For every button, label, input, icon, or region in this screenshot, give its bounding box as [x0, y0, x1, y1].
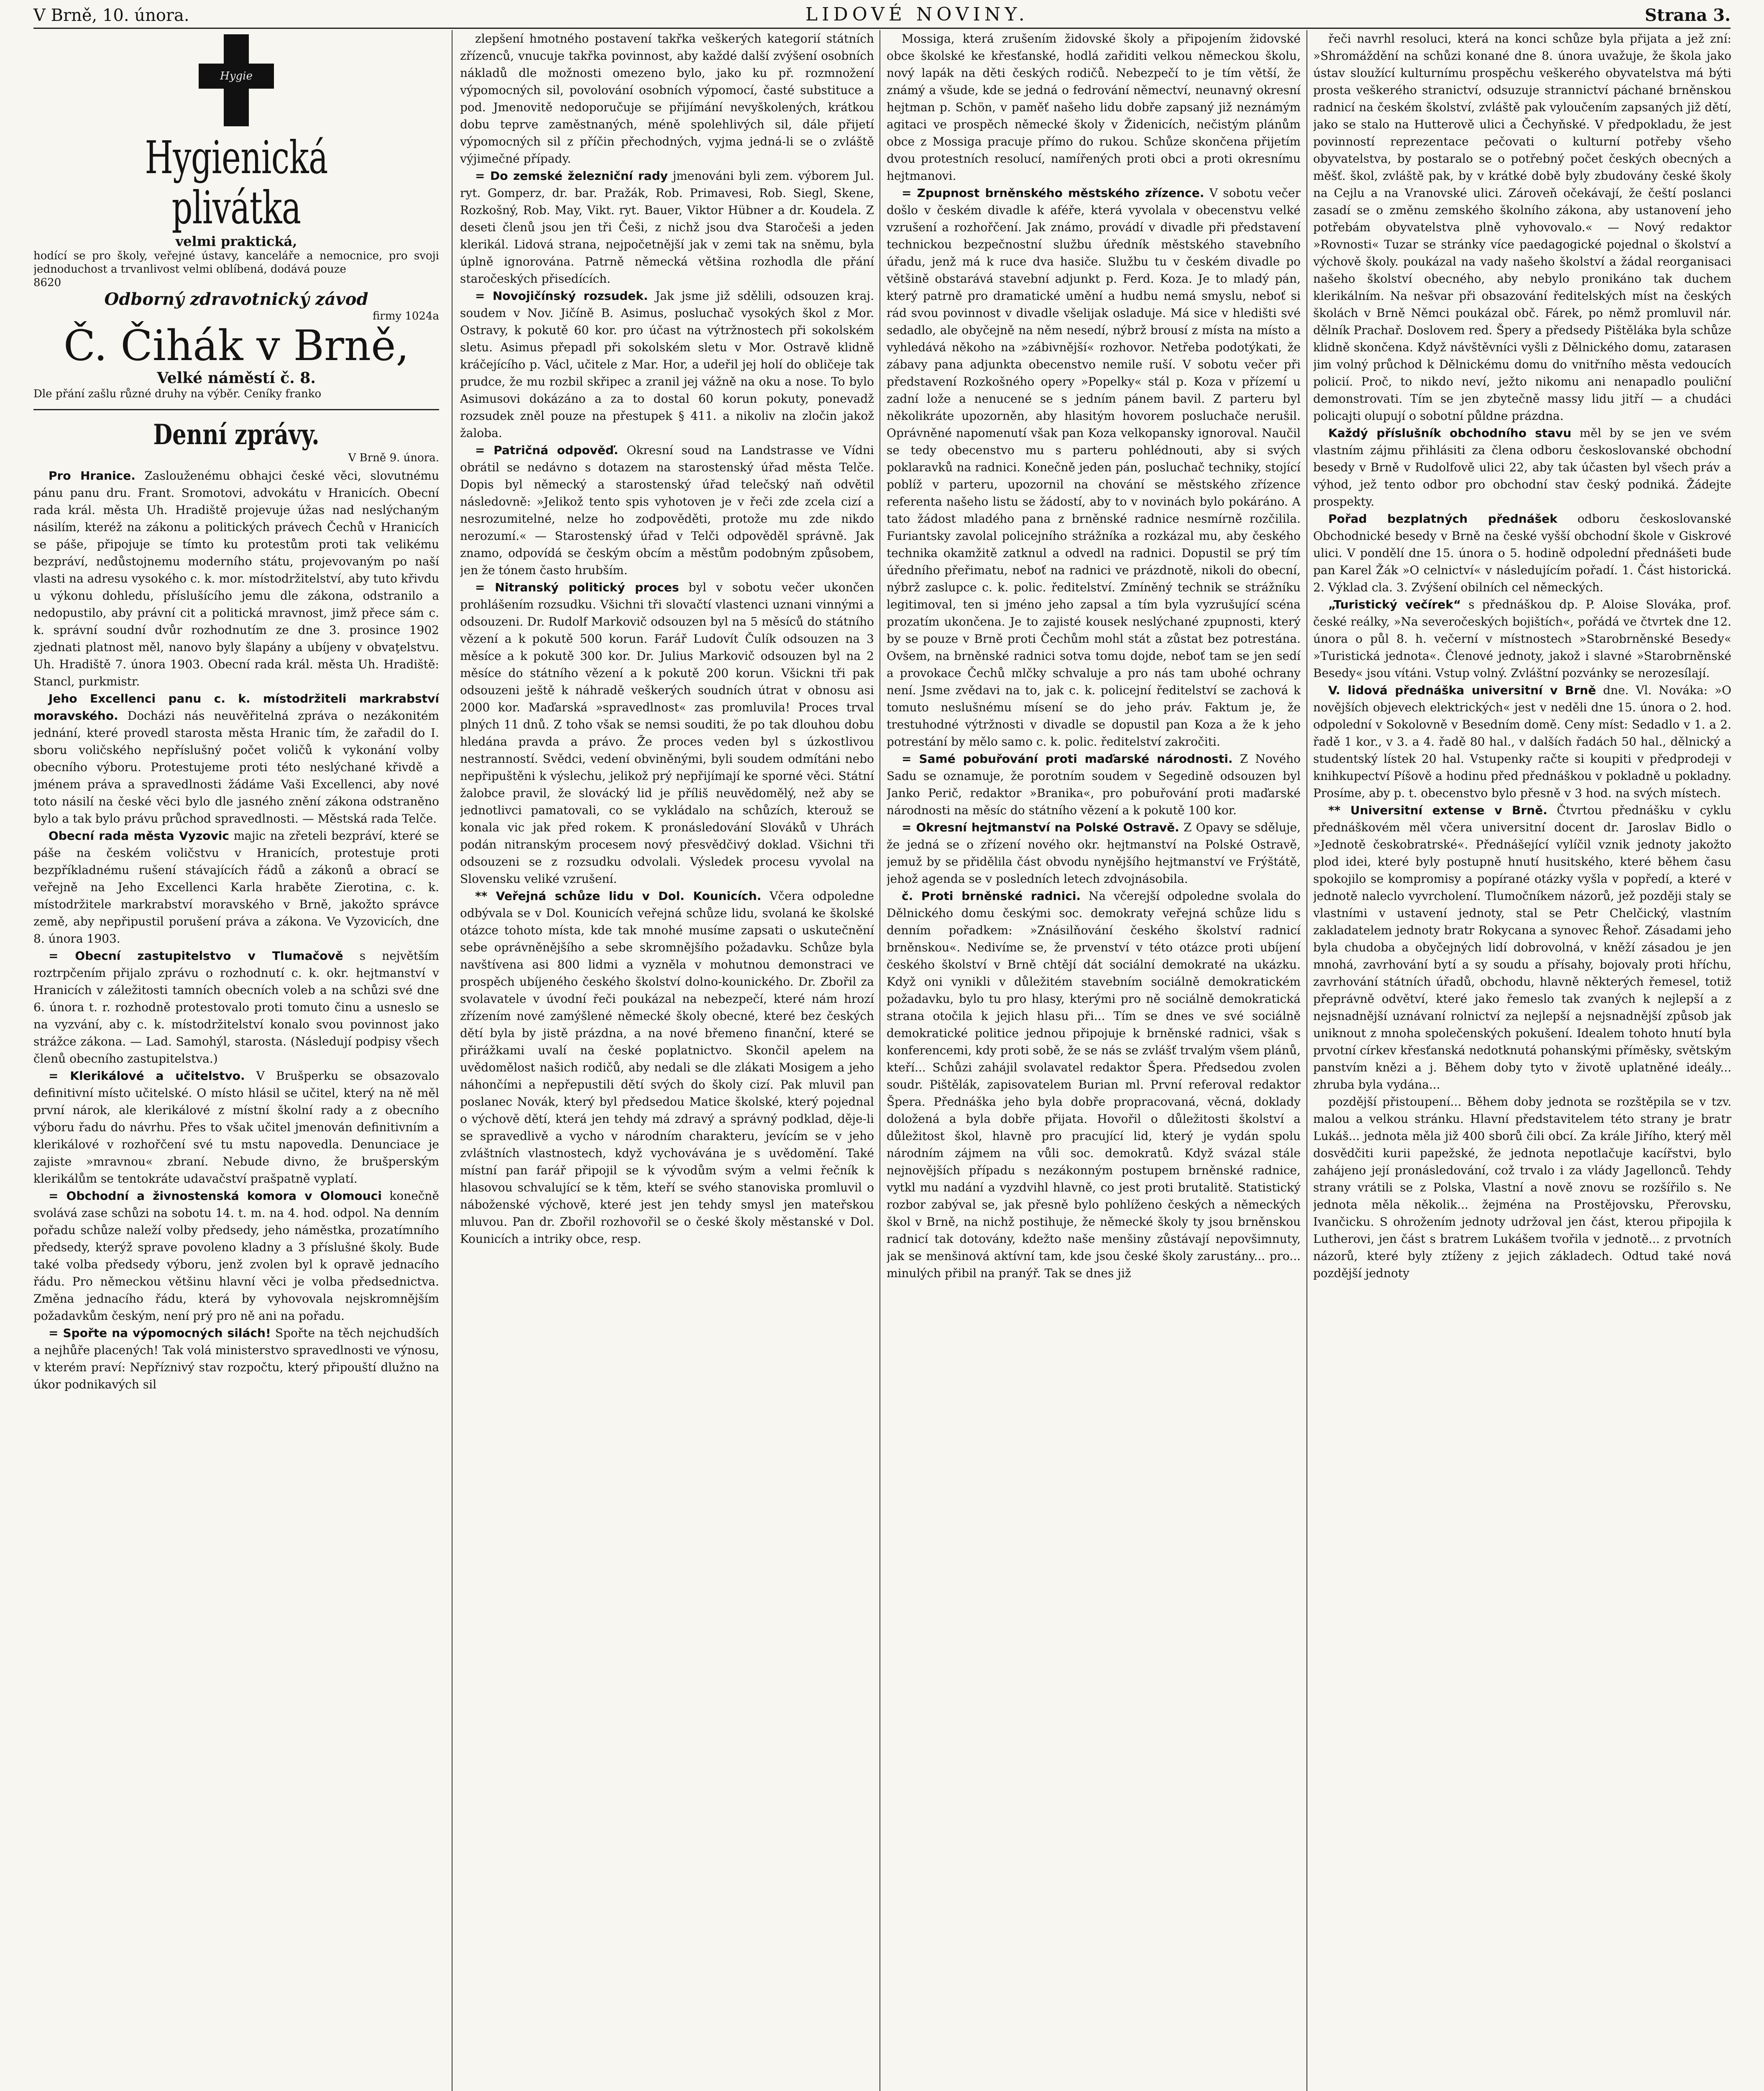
ad-subtitle: velmi praktická, [175, 233, 297, 249]
column-4 [1313, 30, 1731, 2091]
news-item [33, 827, 439, 947]
news-item-body: konečně svolává zase schůzi na sobotu 14. t. m. na 4. hod. odpol. Na denním pořadu schůze naleží volby předsedy, jeho náměstka, prozatímního předsedy, kterýž sprave povoleno kladny a 3 příslušné školy. Bude také volba předsedy výboru, jenž zvolen byl k opravě jednacího řádu. Pro německou většinu hlavní věci je volba předsednictva. Změna jednacího řádu, která by vyhovovala nejskromnějším požadavkům českým, není prý pro ně ani na pořadu. [33, 1189, 439, 1323]
news-item-body: Docházi nás neuvěřitelná zpráva o nezákonitém jednání, které provedl starosta města Hranic tím, že zařadil do I. sboru voličského nepříslušný počet voličů k vykonání volby obecního výboru. Protestujeme proti této neslýchané křivdě a jménem práva a spravedlnosti žádáme Vaši Excellenci, aby nové toto násilí na české věci bylo dle jasného znění zákona odstraněno bylo a tak bylo právu průchod spravedlnosti. — Městská rada Telče. [33, 709, 439, 826]
news-item-body: Čtvrtou přednášku v cyklu přednáškovém měl včera universitní docent dr. Jaroslav Bidlo o »Jednotě českobratrské«. Přednášející vylíčil vznik jednoty jakožto plod idei, které byly postupně hnutí husitského, které během času spokojilo se kompromisy a popírané otázky vyšla v popředí, a které v jednotě naleclo vyvrcholení. Tlumočníkem názorů, jež později staly se vlastními v ustavení jednoty, stal se Petr Chelčický, vlastním zakladatelem jednoty bratr Rokycana a synovec Řehoř. Zásadami jeho byla chudoba a obyčejných lidí dobrovolná, v kněží zásadou je jen mnohá, zavrhování bytí a sy soudu a přísahy, bojovaly proti hříchu, zavrhování státních úřadů, obchodu, hlavně některých řemesel, totiž přeprávně odvětví, které jako řemeslo tak zvaných k nejlepší a z nejsnadnější uznávaní rolnictví za nejlepší a nejsnadnější způsob jak uniknout z mnoha společenských pokušení. Idealem tohoto hnutí byla prvotní církev křesťanská nedotknutá pohanskými příměsky, světským panstvím knězi a j. Během doby tyto v životě uplatněné ideály... zhruba byla vydána... [1313, 803, 1731, 1092]
news-item-headline: ** Universitní extense v Brně. [1328, 803, 1547, 817]
news-item [460, 287, 874, 442]
news-item-headline: č. Proti brněnské radnici. [902, 889, 1081, 903]
news-item-headline: = Samé pobuřování proti maďarské národnosti. [902, 752, 1233, 766]
news-item [33, 467, 439, 690]
news-list [460, 30, 874, 1247]
news-item-body: Spořte na těch nejchudších a nejhůře placených! Tak volá ministerstvo spravedlnosti ve výnosu, v kterém praví: Nepříznivý stav rozpočtu, který připouští dlužno na úkor podnikavých sil [33, 1326, 439, 1391]
news-item-body: Z Nového Sadu se oznamuje, že porotním soudem v Segedině odsouzen byl Janko Perič, redaktor »Branika«, pro pobuřování proti maďarské národnosti na měsíc do státního vězení a k pokutě 100 kor. [887, 752, 1301, 817]
news-item-headline: = Do zemské železniční rady [475, 169, 668, 183]
news-item-headline: = Novojičínský rozsudek. [475, 289, 648, 303]
news-item [33, 947, 439, 1067]
news-item-body: majic na zřeteli bezpráví, které se páše na českém voličstvu v Hranicích, protestuje proti bezpříkladnému rušení stávajících řádů a zákonů a obrací se veřejně na Jeho Excellenci Karla hraběte Zierotina, c. k. místodržitele markrabství moravského v Brně, jakožto správce země, aby nepřipustil porušení práva a zákona. Ve Vyzovicích, dne 8. února 1903. [33, 829, 439, 946]
column-1 [33, 30, 439, 2091]
cross-logo-icon [199, 34, 274, 126]
section-title: Denní zprávy. [153, 418, 320, 451]
news-item [460, 442, 874, 579]
news-item [1313, 802, 1731, 1093]
news-item-body: s přednáškou dp. P. Aloise Slováka, prof. české reálky, »Na severočeských bojištích«, pořádá ve čtvrtek dne 12. února o půl 8. h. večerní v místnostech »Starobrněnské Besedy« »Turistická jednota«. Členové jednoty, jakož i slavné »Starobrněnské Besedy« jsou vítáni. Vstup volný. Zvláštní pozvánky se nerozesílají. [1313, 598, 1731, 680]
news-item-headline: = Obchodní a živnostenská komora v Olomouci [49, 1189, 382, 1203]
news-item-headline: = Klerikálové a učitelstvo. [49, 1069, 245, 1083]
news-item-headline: Jeho Excellenci panu c. k. místodržiteli markrabství moravského. [33, 692, 439, 723]
news-item-headline: ** Veřejná schůze lidu v Dol. Kounicích. [475, 889, 762, 903]
news-item [1313, 1093, 1731, 1282]
news-item-headline: = Zpupnost brněnského městského zřízence. [902, 186, 1204, 200]
news-item [460, 579, 874, 887]
news-item-headline: = Spořte na výpomocných silách! [49, 1326, 271, 1340]
header-dateline: V Brně, 10. února. [33, 6, 189, 25]
news-item [887, 887, 1301, 1282]
news-item-body: s největším roztrpčením přijalo zprávu o rozhodnutí c. k. okr. hejtmanství v Hranicích v záležitosti tamních obecních voleb a na schůzi své dne 6. února t. r. rozhodně protestovalo proti tomuto činu a usneslo se na vyzvání, aby c. k. místodržitelství konalo svou povinnost jako strážce zákona. — Lad. Samohýl, starosta. (Následují podpisy všech členů obecního zastupitelstva.) [33, 949, 439, 1066]
news-item-headline: = Patričná odpověď. [475, 443, 619, 457]
news-item-headline: = Nitranský politický proces [475, 580, 679, 594]
news-item-headline: V. lidová přednáška universitní v Brně [1328, 683, 1596, 697]
page-header [33, 0, 1731, 29]
news-item [33, 1067, 439, 1187]
news-item [887, 184, 1301, 750]
ad-business: Odborný zdravotnický závod [104, 289, 368, 309]
news-item-headline: Pro Hranice. [49, 469, 135, 483]
news-item-body: Okresní soud na Landstrasse ve Vídni obrátil se nedávno s dotazem na starostenský úřad města Telče. Dopis byl německý a starostenský úřad telečský naň odvětil následovně: »Jelikož tento spis vyhotoven je v řeči zde zcela cizí a nesrozumitelné, nelze ho zodpověděti, protože mu zde nikdo nerozumí.« — Starostenský úřad v Telči odpověděl správně. Jak znamo, odpovídá se českým obcím a městům podobným způsobem, jen že tónem často hrubším. [460, 443, 874, 577]
news-item-headline: Pořad bezplatných přednášek [1328, 512, 1558, 526]
news-list [1313, 30, 1731, 1282]
news-item-tail: minulých přibil na pranýř. Tak se dnes již [887, 1266, 1131, 1280]
news-item [887, 819, 1301, 887]
news-item [460, 30, 874, 167]
news-item-body: V Brušperku se obsazovalo definitivní místo učitelské. O místo hlásil se učitel, který na ně měl první nárok, ale klerikálové z místní školní rady a z obecního výboru řadu do návrhu. Přes to však učitel jmenován definitivním a klerikálové v rozhořčení své tu mstu napovedla. Denunciace je zajiste »mravnou« zbraní. Nebude divno, že brušperským klerikálům se tentokráte udavačství prašpatně vyplatí. [33, 1069, 439, 1186]
news-item [1313, 596, 1731, 682]
ad-title: Hygienická plivátka [145, 132, 328, 234]
advertisement [33, 34, 439, 410]
news-item [887, 750, 1301, 819]
news-item-body: zlepšení hmotného postavení takřka veškerých kategorií státních zřízenců, vnucuje takřka povinnost, aby každé další zvýšení osobních nákladů dle možnosti omezeno bylo, jako ku př. rozmnožení výpomocných sil, povolování osobních výpomocí, časté substituce a pod. Jmenovitě nedoporučuje se přijímání nevyškolených, krátkou dobu teprve zaměstnaných, méně spolehlivých sil, dále přijetí výpomocných sil z příčin přechodných, vyjma jedná-li se o zvláště výjimečné případy. [460, 32, 874, 166]
cross-logo-text: Hygie [220, 70, 253, 82]
page-number: Strana 3. [1644, 5, 1731, 25]
news-item-body: Včera odpoledne odbývala se v Dol. Kounicích veřejná schůze lidu, svolaná ke školské otázce tohoto místa, kde tak mnohé musíme zapsati o uskutečnění sebe oprávněnějšího a sebe skromnějšího požadavku. Schůze byla navštívena asi 800 lidmi a vyzněla v mohutnou demonstraci ve prospěch ubíjeného českého školství dolno-kounického. Dr. Zbořil za svolavatele v úvodní řeči poukázal na nebezpečí, které nám hrozí zřízením nové zamýšlené německé školy obecné, které bez českých dětí byla by jistě prázdna, a na nové břemeno finanční, které se přirážkami uvalí na české poplatnictvo. Skončil apelem na uvědomělost našich rodičů, aby nedali se dle zlákati Mosigem a jeho náhončími a nepřepustili dětí svých do školy cizí. Pak mluvil pan poslanec Novák, který byl předsedou Matice školské, který pojednal o výchově dětí, která jen tehdy má zdravý a správný podklad, děje-li se spravedlivě a vycho v národním charakteru, jevícím se v jeho zvláštních vlastnostech, když vychovávána je s uvědomění. Také místní pan farář připojil se k vývodům svým a velmi řečník k hlasovou schvalující se k těm, kteří se svého stanoviska promluvil o náboženské výchově, které jest jen tehdy smysl jen mateřskou mluvou. Pan dr. Zbořil rozhovořil se o české školy městanské v Dol. Kounicích a intriky obce, resp. [460, 889, 874, 1246]
news-item [1313, 30, 1731, 424]
news-item-body: dne. Vl. Nováka: »O novějších objevech elektrických« jest v neděli dne 15. února o 2. hod. odpolední v Sokolovně v Besedním domě. Ceny míst: Sedadlo v 1. a 2. řadě 1 kor., v 3. a 4. řadě 80 hal., v dalších řadách 50 hal., dělnický a studentský lístek 20 hal. Vstupenky račte si koupiti v předprodeji v knihkupectví Píšově a hodinu před přednáškou v pokladně u pokladny. Prosíme, aby p. t. obecenstvo bylo přesně v 3 hod. na svých místech. [1313, 683, 1731, 800]
news-item [1313, 424, 1731, 510]
news-item [1313, 682, 1731, 802]
news-list [887, 30, 1301, 1282]
news-item-headline: = Obecní zastupitelstvo v Tlumačově [49, 949, 343, 963]
news-item [33, 1324, 439, 1393]
news-item-body: Z Opavy se sděluje, že jedná se o zřízení nového okr. hejtmanství na Polské Ostravě, jemuž by se přidělila část obvodu nynějšího hejtmanství ve Frýštátě, jehož agenda se v posledních letech zdvojnásobila. [887, 821, 1301, 886]
news-item-body: odboru českoslovanské Obchodnické besedy v Brně na české vyšší obchodní škole v Giskrové ulici. V pondělí dne 15. února o 5. hodině odpolední přednášeti bude pan Karel Žák »O celnictví« v následujícím pořadí. 1. Část historická. 2. Výklad cla. 3. Zvýšení obilních cel německých. [1313, 512, 1731, 594]
ad-footer: Dle přání zašlu různé druhy na výběr. Ceníky franko [33, 388, 322, 400]
news-item-body: měl by se jen ve svém vlastním zájmu přihlásiti za člena odboru českoslovanské obchodní besedy v Brně v Rudolfově ulici 22, aby tak účasten byl všech práv a výhod, jež tento odbor pro obchodní stav český podniká. Žádejte prospekty. [1313, 426, 1731, 509]
news-item-body: V sobotu večer došlo v českém divadle k aféře, která vyvolala v obecenstvu velké vzrušení a rozhořčení. Jak známo, provádí v divadle při představení technickou bezpečnostní službu úředník městského stavebního úřadu, jenž má k ruce dva hasiče. Službu tu v českém divadle po většině obstarává stavební adjunkt p. Ferd. Koza. Je to mladý pán, který patrně pro dramatické umění a hudbu nemá smyslu, neboť si rád svou povinnost v divadle všelijak osladuje. Má sice v hledišti své sedadlo, ale obyčejně na něm nesedí, nýbrž brousí z místa na místo a vyhledává někoho na »zábivnější« rozhovor. Netřeba podotýkati, že zábavy pana adjunkta obecenstvo nemile ruší. V sobotu večer při představení Rozkošného opery »Popelky« stál p. Koza v přízemí u zadní lože a nenucené se s jedním pánem bavil. Z parteru byl několikráte upozorněn, aby hlasitým hovorem posluchače nerušil. Oprávněné napomenutí však pan Koza velkopansky ignoroval. Naučil se tedy obecenstvo mu s parteru pohlédnouti, aby si svých poklaravků na radnici. Konečně jeden pán, posluchač techniky, stojící poblíž v parteru, upozornil na chování se městského zřízence referenta našeho listu se žádostí, aby to v novinách bylo pokáráno. A tato žádost mladého pana z brněnské radnice nesmírně rozčilila. Furiantsky zavolal policejního strážníka a rozkázal mu, aby českého technika okamžitě zatknul a odvedl na radnici. Dopustil se prý tím úředního přeřimatu, neboť na radnici ve prázdnotě, nikoli do obecní, nýbrž zaslupce c. k. polic. ředitelství. Zmíněný technik se strážníku legitimoval, ten si jméno jeho zapsal a tím byla vyzrušující scéna prozatím ukončena. Je to zajisté kousek neslýchané zpupnosti, který by se pouze v Brně proti Čechům mohl stát a zůstat bez potrestána. Ovšem, na brněnské radnici sotva tomu dojde, neboť tam se jen sedí a provokace Čechů mlčky schvaluje a pro nás tam ubohé ochrany není. Jsme zvědavi na to, jak c. k. policejní ředitelství se zachová k tomuto neslušnému mísení se do jeho práv. Faktum je, že trestuhodné výtržnosti v divadle se dopustil pan Koza a že k jeho potrestání by mělo samo c. k. polic. ředitelství zakročiti. [887, 186, 1301, 749]
news-item [460, 887, 874, 1247]
section-date: V Brně 9. února. [348, 452, 439, 464]
masthead: LIDOVÉ NOVINY. [805, 4, 1029, 25]
news-item [887, 30, 1301, 184]
news-list [33, 467, 439, 1393]
news-item [1313, 510, 1731, 596]
ad-text: hodící se pro školy, veřejné ústavy, kanceláře a nemocnice, pro svoji jednoduchost a trvanlivost velmi oblíbená, dodává pouze [33, 250, 439, 276]
ad-firma-label: firmy [372, 310, 402, 322]
news-item-body: jmenováni byli zem. výborem Jul. ryt. Gomperz, dr. bar. Pražák, Rob. Primavesi, Rob. Siegl, Skene, Rozkošný, Rob. May, Vikt. ryt. Bauer, Viktor Hübner a dr. Koudela. Z deseti členů jsou jen tři Češi, z nichž jsou dva Staročeši a jeden klerikál. Lidová strana, nejpočetnější jak v zemi tak na sněmu, byla úplně ignorována. Patrně německá většina rozhodla dle přání staročeských přisedících. [460, 169, 874, 286]
news-item-body: řeči navrhl resoluci, která na konci schůze byla přijata a jež zní: »Shromáždění na schůzi konané dne 8. února uvažuje, že škola jako ústav sloužící kulturnímu prospěchu veškerého obyvatelstva má býti prosta veškerého stranictví, odsuzuje strannictví páchané brněnskou radnicí na českém školství, zvláště pak vyloučením zapsaných již dětí, jako se stalo na Hutterově ulici a Čechyňské. V předpokladu, že jest povinností reprezentace pečovati o kulturní potřeby všeho obyvatelstva, by postaralo se o potřebný počet českých obecných a měšť. škol, zvláště pak, by v krátké době byly zbudovány české školy na Cejlu a na Vranovské ulici. Zároveň očekávají, že čeští poslanci zasadí se o změnu zemského školního zákona, aby ustanovení jeho potřebám obyvatelstva plně vyhovovalo.« — Nový redaktor »Rovnosti« Tuzar se stránky více paedagogické pojednal o školství a výchově školy. poukázal na vady našeho školství a žádal reorganisaci našeho školství obecného, aby nebylo pronikáno tak duchem klerikálním. Na nešvar při obsazování ředitelských míst na českých školách v Brně Němci poukázal obč. Fárek, po němž promluvil nár. dělník Prachař. Doslovem red. Špery a předsedy Pištěláka byla schůze klidně skončena. Když návštěvníci vyšli z Dělnického domu, zatarasen jim volný průchod k Dělnickému domu do vnitřního města vedoucích policií. Proč, to nikdo neví, ježto nikomu ani nenapadlo pouliční demonstrovati. Tím se jen zbytečně massy lidu jitří — a chudáci policajti olupují o sobotní půldne prázdna. [1313, 32, 1731, 423]
news-item-headline: Každý příslušník obchodního stavu [1328, 426, 1572, 440]
ad-company-name: Č. Čihák v Brně, [63, 321, 409, 370]
column-rule [452, 30, 453, 2091]
ad-address: Velké náměstí č. 8. [157, 369, 316, 387]
news-item-body: Jak jsme již sdělili, odsouzen kraj. soudem v Nov. Jičíně B. Asimus, posluchač vysokých škol z Mor. Ostravy, k pokutě 60 kor. pro účast na výtržnostech při sokolském sletu. Asimus přepadl při sokolském sletu v Mor. Ostravě klidně kráčejícího p. Václ, učitele z Mar. Hor, a udeřil jej holí do obličeje tak prudce, že mu rozbil skřipec a zranil jej vážně na oku a nose. To bylo Asimusovi dokázáno a za to dostal 60 korun pokuty, ponevadž rozsudek zněl pouze na přestupek § 411. a nikoliv na zločin jakož žaloba. [460, 289, 874, 440]
news-item-body: Mossiga, která zrušením židovské školy a připojením židovské obce školské ke křesťanské, hodlá zařiditi velkou německou školu, nový lapák na děti českých rodičů. Nebezpečí to je tím větší, že známý a všude, kde se jedná o fedrování němectví, neunavný okresní hejtman p. Schön, v paměť našeho lidu dobře zapsaný již neznámým agitaci ve prospěch německé školy v Židenicích, nečistým plánům obce z Mossiga pracuje přímo do rukou. Schůze skončena přijetím dvou protestních resolucí, namířených proti obci a proti okresnímu hejtmanovi. [887, 32, 1301, 183]
news-item-headline: Obecní rada města Vyzovic [49, 829, 229, 843]
news-item-body: byl v sobotu večer ukončen prohlášením rozsudku. Všichni tři slovačtí vlastenci uznani vinnými a odsouzeni. Dr. Rudolf Markovič odsouzen byl na 5 měsíců do státního vězení a k pokutě 500 korun. Farář Ludovít Čulík odsouzen na 3 měsíce a k pokutě 300 kor. Dr. Julius Markovič odsouzen byl na 2 měsíce do státního vězení a k pokutě 200 korun. Všickni tři pak odsouzeni ještě k náhradě veškerých soudních útrat v obnosu asi 2000 kor. Maďarská »spravedlnost« zas promluvila! Proces trval plných 11 dnů. Z toho však se nemsi souditi, že po tak dlouhou dobu hledána pravda a právo. Že proces veden byl s úzkostlivou nestranností. Svědci, vedení obviněnými, byli soudem odmítáni nebo nepřipuštěni k výslechu, jelikož prý nepřijímají ke sporné věci. Státní žalobce pravil, že slovácký lid je příliš neuvědomělý, než aby se jednotlivci pamatovali, co se vykládalo na schůzích, kterouž se konala vic jak před rokem. K pronásledování Slováků v Uhrách podán nitranským procesem nový přesvědčivý doklad. Všichni tři odsouzeni se z rozsudku odvolali. Výsledek procesu vyvolal na Slovensku veliké vzrušení. [460, 580, 874, 886]
news-item [33, 690, 439, 827]
news-item-headline: = Okresní hejtmanství na Polské Ostravě. [902, 821, 1179, 834]
column-2 [460, 30, 874, 2091]
ad-firma-code: 1024a [405, 310, 439, 322]
news-item-headline: „Turistický večírek“ [1328, 598, 1461, 611]
news-item-body: Na včerejší odpoledne svolala do Dělnického domu českými soc. demokraty veřejná schůze lidu s denním pořadkem: »Znásilňování českého školství radnicí brněnskou«. Nedivíme se, že prvenství v této otázce proti ubíjení českého školství v Brně chtějí dát sociální demokraté na ukázku. Když oni vynikli v důležitém stavebním sociálně demokratickém požadavku, bylo tu pro hlasy, kterými pro ně sociálně demokratická strana otočila k jejich hlasu při... Tím se dnes ve své sociálně demokratické politice jednou připojuje k brněnské radnici, však s konferencemi, kdy proti sobě, že se nás se zvlášť trvalým všem plánů, kteří... Schůzi zahájil svolavatel redaktor Špera. Předsedou zvolen soudr. Pištělák, zapisovatelem Burian ml. První referoval redaktor Špera. Přednáška jeho byla dobře propracovaná, věcná, doklady doložená a byla dobře přijata. Hovořil o důležitosti školství a důležitost škol, hlavně pro pracující lid, který je vydán spolu národním zájmem na vůli soc. demokratů. Když svázal stále nejnovějších případu s nezákonným postupem brněnské radnice, vytkl mu nadání a vyzdvihl hlavně, co jest proti brutalitě. Statistický rozbor zabýval se, jak přesně bylo pohlíženo českých a německých škol v Brně, na nichž postihuje, že německé školy ty jsou brněnskou radnicí tak dotovány, kdežto naše menšiny zůstávají nepovšimnuty, jak se menšinová aktívní tam, kde jsou české školy zarustány... pro... [887, 889, 1301, 1263]
news-item [460, 167, 874, 287]
column-rule [879, 30, 880, 2091]
news-item-body: Zaslouženému obhajci české věci, slovutnému pánu panu dru. Frant. Sromotovi, advokátu v Hranicích. Obecní rada král. města Uh. Hradiště projevuje úžas nad neslýchaným násilím, kteréž na zákonu a politických právech Čechů v Hranicích se páše, připojuje se tímto ku protestům proti tak velikému bezpráví, nedůstojnemu moderního státu, projevovaným po naší vlasti na adresu vysokého c. k. mor. místodržitelství, aby tuto křivdu u výkonu dohledu, příslušícího jemu dle zákona, odstranilo a nedopustilo, aby právní cit a politická mravnost, jimž přece sám c. k. správní soudní dvůr rozhodnutím ze dne 3. prosince 1902 zjednati platnost měl, nanovo byly šlapány a ubíjeny v obvaţelstvu. Uh. Hradiště 7. února 1903. Obecní rada král. města Uh. Hradiště: Stancl, purkmistr. [33, 469, 439, 688]
news-item-body: pozdější přistoupení... Během doby jednota se rozštěpila se v tzv. malou a velkou stránku. Hlavní představitelem této strany je bratr Lukáš... jednota měla již 400 sborů čili obcí. Za krále Jiřího, který měl dosvědčiti kurii papežské, že jednota nepotlačuje kacířstvi, bylo zahájeno její pronásledování, což trvalo i za vlády Jagellonců. Tehdy strany vrátili se z Polska, Vlastní a nově znovu se rozšířilo s. Ne jednota měla několik... žejména na Prostějovsku, Přerovsku, Ivančicku. S ohrožením jednoty udržoval jen část, kterou připojila k Lutherovi, jen část s bratrem Lukášem tvořila v jednotě... z prvotních názorů, které byly ztíženy z jejich základech. Odtud také nová pozdější jednoty [1313, 1095, 1731, 1280]
ad-code: 8620 [33, 276, 61, 289]
column-3 [887, 30, 1301, 2091]
column-rule [1306, 30, 1307, 2091]
news-item [33, 1187, 439, 1324]
